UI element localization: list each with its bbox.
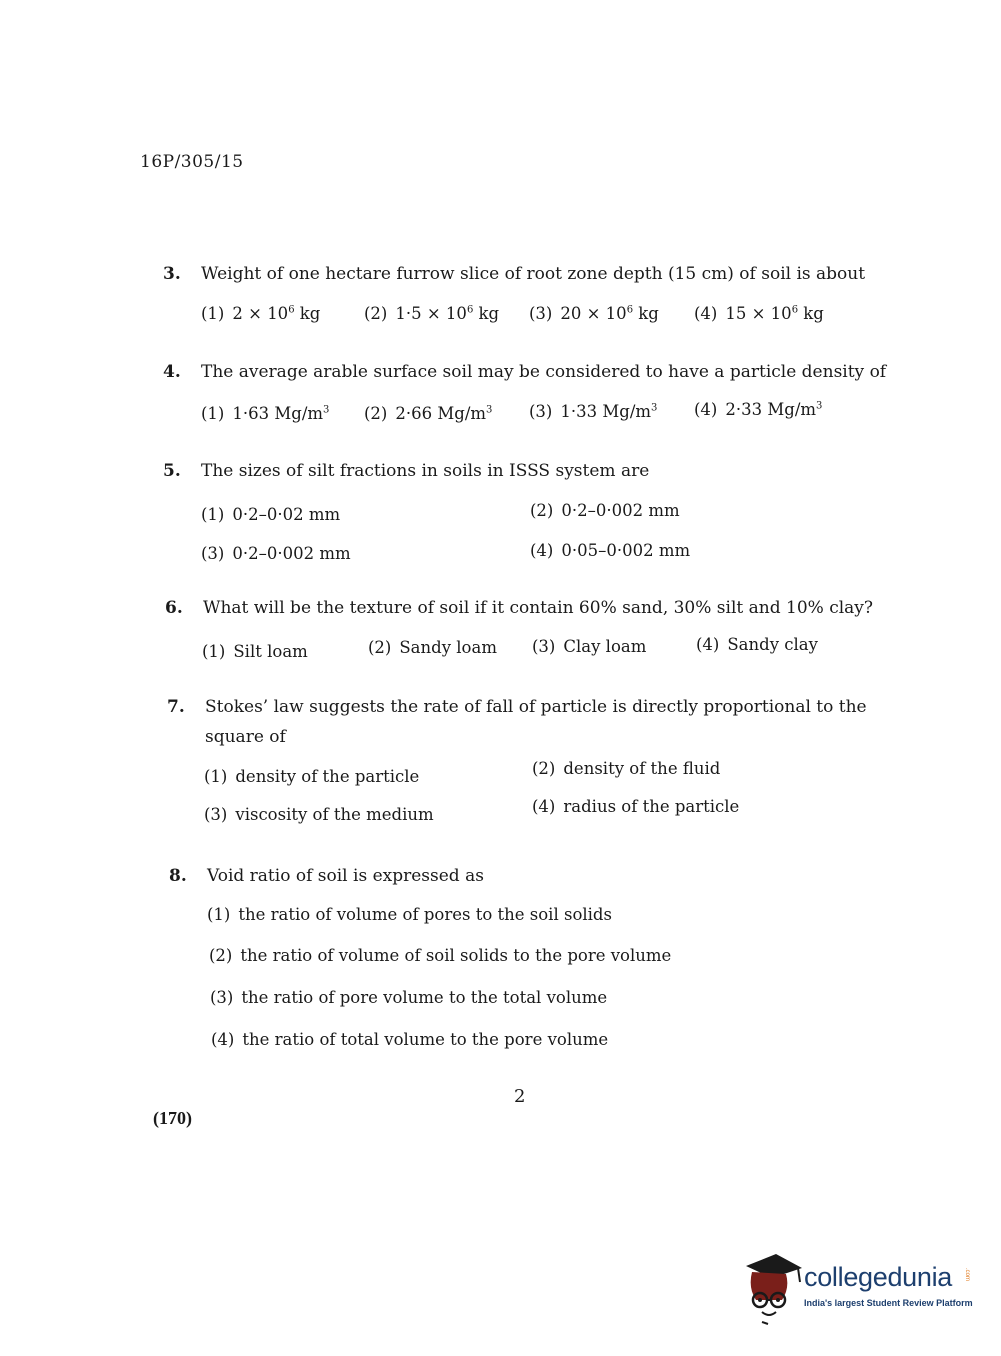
question-text: The average arable surface soil may be considered to have a particle density of bbox=[201, 362, 887, 382]
question-text: Weight of one hectare furrow slice of root zone depth (15 cm) of soil is about bbox=[201, 264, 866, 284]
question-text: Stokes’ law suggests the rate of fall of particle is directly proportional to the bbox=[205, 697, 867, 717]
option-2: (2) the ratio of volume of soil solids to the pore volume bbox=[209, 946, 672, 965]
option-3: (3) viscosity of the medium bbox=[204, 805, 434, 824]
option-4: (4) 2·33 $Mg/m^3$ bbox=[694, 400, 823, 419]
question-text: What will be the texture of soil if it contain 60% sand, 30% silt and 10% clay? bbox=[203, 598, 874, 618]
question-number: 6. bbox=[165, 598, 183, 618]
question-number: 7. bbox=[167, 697, 185, 717]
option-2: (2) $1\cdot 5 \times 10^6$ kg bbox=[364, 304, 500, 323]
option-4: (4) the ratio of total volume to the pore volume bbox=[211, 1030, 609, 1049]
option-1: (1) Silt loam bbox=[202, 642, 308, 661]
question-number: 5. bbox=[163, 461, 181, 481]
option-2: (2) Sandy loam bbox=[368, 638, 497, 657]
question-number: 8. bbox=[169, 866, 187, 886]
option-2: (2) 2·66 $Mg/m^3$ bbox=[364, 404, 493, 423]
option-1: (1) the ratio of volume of pores to the soil solids bbox=[207, 905, 612, 924]
option-1: (1) $2 \times 10^6$ kg bbox=[201, 304, 321, 323]
option-3: (3) the ratio of pore volume to the total volume bbox=[210, 988, 608, 1007]
option-3: (3) 1·33 $Mg/m^3$ bbox=[529, 402, 658, 421]
question-number: 3. bbox=[163, 264, 181, 284]
question-number: 4. bbox=[163, 362, 181, 382]
collegedunia-logo bbox=[742, 1248, 972, 1328]
paper-code: (170) bbox=[153, 1108, 192, 1128]
option-4: (4) Sandy clay bbox=[696, 635, 818, 654]
logo-tagline: India's largest Student Review Platform bbox=[804, 1298, 973, 1308]
option-2: (2) density of the fluid bbox=[532, 759, 721, 778]
document-code: 16P/305/15 bbox=[140, 152, 244, 172]
logo-wordmark: collegedunia bbox=[804, 1262, 953, 1292]
mascot-icon bbox=[742, 1248, 804, 1328]
question-text-continued: square of bbox=[205, 727, 286, 747]
question-text: The sizes of silt fractions in soils in ISSS system are bbox=[201, 461, 650, 481]
option-4: (4) 0·05–0·002 mm bbox=[530, 541, 691, 560]
option-4: (4) $15 \times 10^6$ kg bbox=[694, 304, 824, 323]
option-1: (1) 1·63 $Mg/m^3$ bbox=[201, 404, 330, 423]
option-3: (3) $20 \times 10^6$ kg bbox=[529, 304, 659, 323]
option-1: (1) 0·2–0·02 mm bbox=[201, 505, 341, 524]
page-number: 2 bbox=[514, 1086, 526, 1107]
option-4: (4) radius of the particle bbox=[532, 797, 740, 816]
logo-suffix: .com bbox=[964, 1268, 970, 1282]
option-2: (2) 0·2–0·002 mm bbox=[530, 501, 680, 520]
option-1: (1) density of the particle bbox=[204, 767, 420, 786]
question-text: Void ratio of soil is expressed as bbox=[207, 866, 484, 886]
option-3: (3) Clay loam bbox=[532, 637, 647, 656]
option-3: (3) 0·2–0·002 mm bbox=[201, 544, 351, 563]
